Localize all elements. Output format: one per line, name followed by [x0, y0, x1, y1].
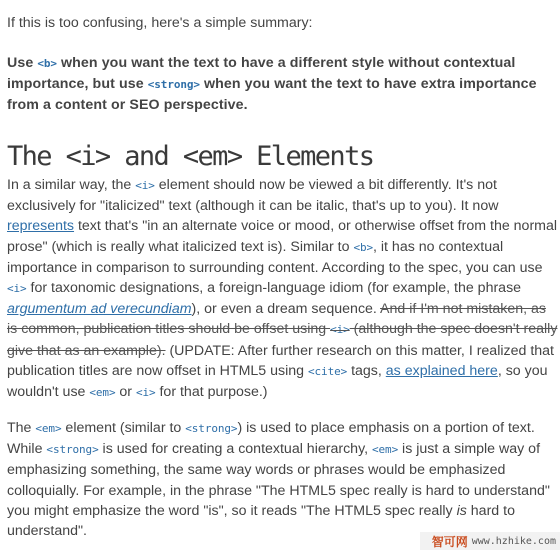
text: And if I'm not mistaken, as is common, publication titles should be offset using: [7, 301, 546, 338]
intro-text: If this is too confusing, here's a simple summary:: [7, 15, 313, 31]
text: for that purpose.): [155, 384, 268, 401]
watermark-logo: 智可网: [431, 534, 468, 549]
text: The: [7, 420, 36, 436]
text: hard to understand".: [7, 502, 515, 540]
code-strong: <strong>: [46, 443, 99, 457]
section-heading: The <i> and <em> Elements: [7, 141, 374, 172]
watermark: [420, 532, 560, 550]
code-strong: <strong>: [185, 422, 238, 435]
code-i: <i>: [7, 282, 27, 296]
text: , it has no contextual importance in comparison to surrounding content. According to the spec, you can use: [7, 238, 543, 276]
text: or: [115, 384, 136, 401]
text: element (similar to: [61, 420, 186, 436]
text: when you want the text to have extra importance from a content or SEO perspective.: [7, 76, 537, 113]
text: tags,: [347, 362, 386, 379]
emphasis-is: is: [456, 502, 467, 519]
code-em: <em>: [35, 422, 62, 435]
text: (although the spec doesn't really give that as an example).: [7, 321, 558, 359]
link-argumentum-text: argumentum ad verecundiam: [7, 301, 192, 318]
text: element should now be viewed a bit differently. It's not exclusively for "italicized" text (although it can be italic, that's up to you). It now: [7, 177, 499, 215]
watermark-url: www.hzhike.com: [471, 535, 556, 547]
code-i: <i>: [330, 323, 350, 337]
code-b: <b>: [37, 57, 57, 70]
text: ) is used to place emphasis on a portion of text. While: [7, 420, 535, 458]
link-explained-here[interactable]: as explained here: [385, 362, 498, 379]
text: is just a simple way of emphasizing something, the same way words or phrases would be emphasized colloquially. For example, in the phrase "The HTML5 spec really is hard to understand" you might emphasize the word "is", so it reads "The HTML5 spec really: [7, 441, 550, 519]
text: text that's "in an alternate voice or mood, or otherwise offset from the normal prose" (which is really what italicized text is). Similar to: [7, 218, 558, 255]
paragraph-em-element: [7, 418, 560, 541]
code-cite: <cite>: [308, 364, 348, 378]
text: for taxonomic designations, a foreign-language idiom (for example, the phrase: [26, 280, 522, 297]
code-i: <i>: [135, 386, 156, 400]
link-argumentum[interactable]: [7, 301, 192, 317]
code-strong: <strong>: [147, 78, 200, 91]
code-i: <i>: [135, 179, 155, 192]
code-b: <b>: [353, 240, 374, 254]
summary-text: [7, 53, 560, 116]
text: (UPDATE: After further research on this matter, I realized that publication titles are now offset in HTML5 using: [7, 342, 554, 379]
text: when you want the text to have a different style without contextual importance, but use: [7, 55, 516, 92]
text: In a similar way, the: [7, 177, 136, 193]
paragraph-i-element: [7, 175, 560, 403]
text: , so you wouldn't use: [7, 362, 548, 401]
code-em: <em>: [89, 386, 116, 400]
text: is used for creating a contextual hierarchy,: [98, 441, 372, 458]
text: ), or even a dream sequence.: [191, 301, 381, 318]
link-represents[interactable]: represents: [7, 218, 75, 235]
code-em: <em>: [372, 443, 399, 457]
text: Use: [7, 55, 38, 71]
